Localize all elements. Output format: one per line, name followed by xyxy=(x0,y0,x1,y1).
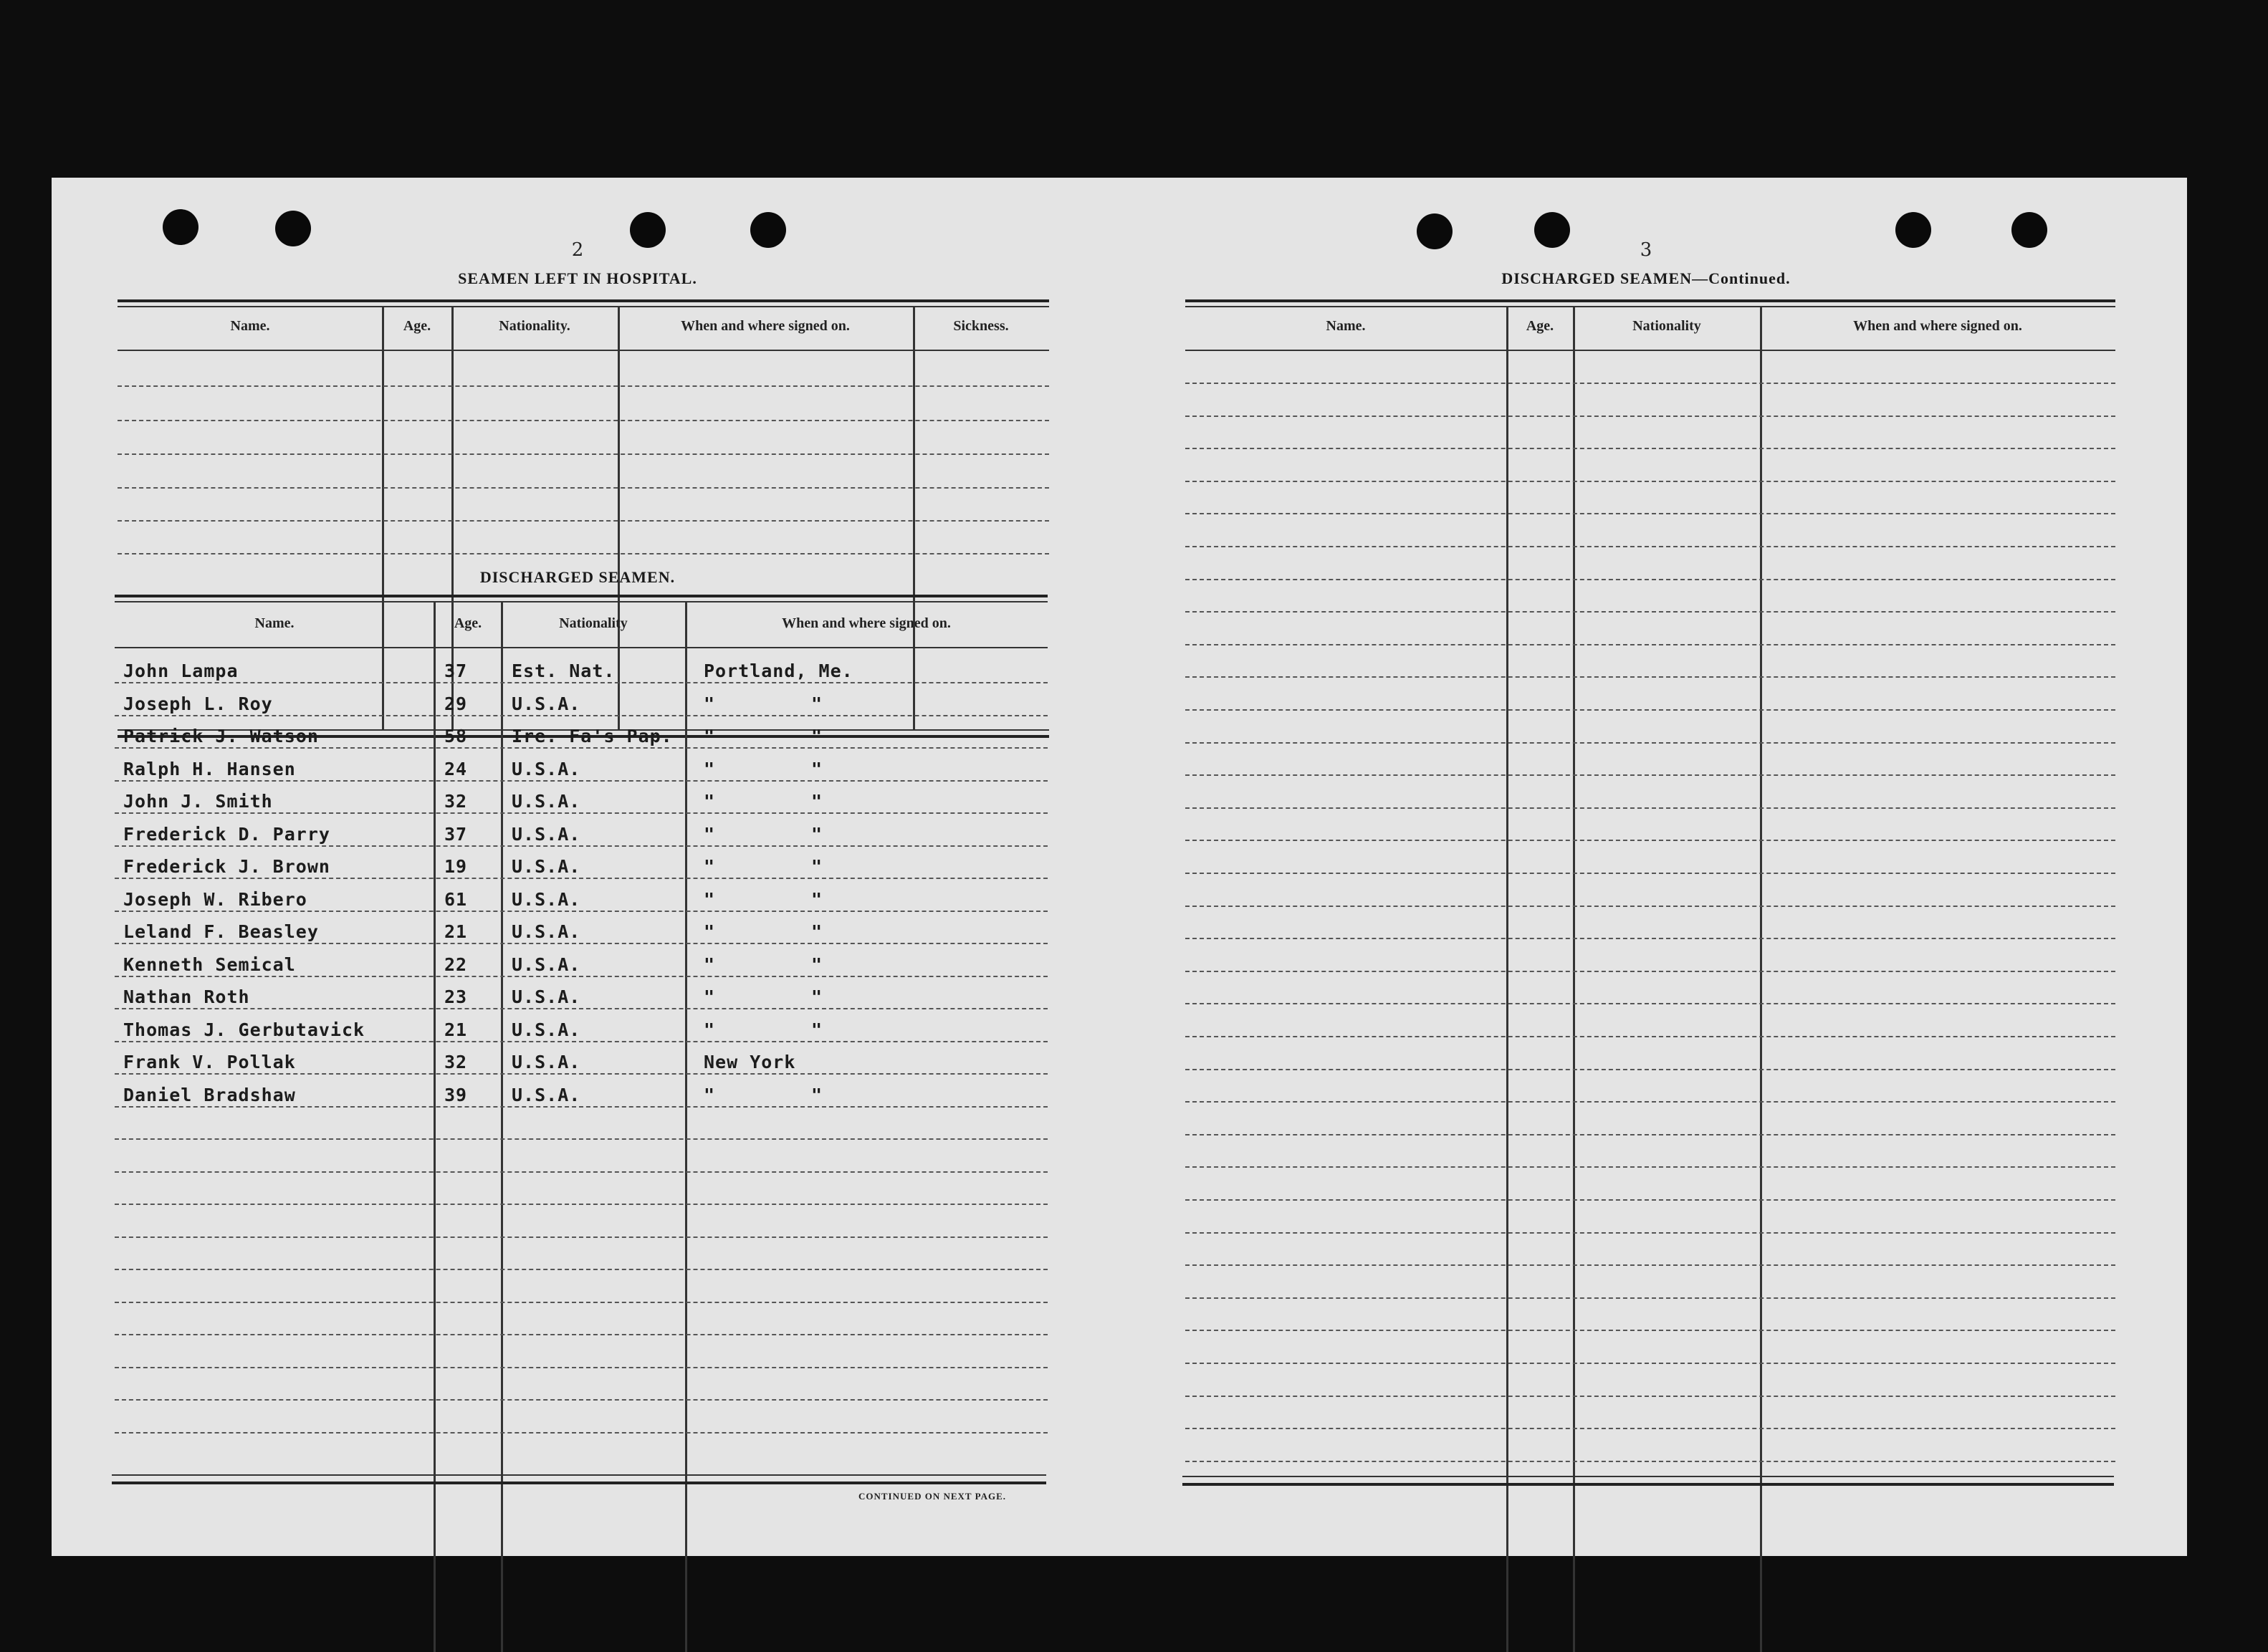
seaman-signed-on-place: " xyxy=(704,759,716,779)
seaman-name: Joseph L. Roy xyxy=(123,693,273,714)
discharged-col-name: Name. xyxy=(254,615,295,631)
seaman-nationality: U.S.A. xyxy=(512,759,581,779)
hospital-top-rule xyxy=(118,299,1049,302)
seaman-age: 32 xyxy=(444,1052,468,1072)
punch-hole xyxy=(750,212,786,248)
seaman-age: 32 xyxy=(444,791,468,812)
seaman-signed-on-place: " xyxy=(704,1019,716,1040)
seaman-signed-on-place: " xyxy=(704,954,716,975)
punch-hole xyxy=(1895,212,1931,248)
hospital-col-signed-on: When and where signed on. xyxy=(681,318,850,334)
seaman-nationality: U.S.A. xyxy=(512,1052,581,1072)
seaman-signed-on-state: " xyxy=(811,889,823,910)
seaman-signed-on-state: " xyxy=(811,1085,823,1105)
seaman-age: 19 xyxy=(444,856,468,877)
seaman-age: 21 xyxy=(444,1019,468,1040)
seaman-signed-on-place: Portland, Me. xyxy=(704,661,853,681)
seaman-signed-on-place: " xyxy=(704,726,716,746)
continued-col-age: Age. xyxy=(1526,318,1554,334)
seaman-signed-on-place: " xyxy=(704,791,716,812)
seaman-signed-on-place: " xyxy=(704,856,716,877)
discharged-continued-title: DISCHARGED SEAMEN—Continued. xyxy=(1501,269,1791,287)
hospital-col-name: Name. xyxy=(230,318,270,334)
page-number-right: 3 xyxy=(1640,239,1652,261)
seaman-age: 37 xyxy=(444,824,468,845)
seaman-signed-on-place: New York xyxy=(704,1052,796,1072)
seaman-nationality: U.S.A. xyxy=(512,791,581,812)
seaman-nationality: Ire. Fa's Pap. xyxy=(512,726,673,746)
seaman-age: 58 xyxy=(444,726,468,746)
seaman-name: Ralph H. Hansen xyxy=(123,759,296,779)
seaman-name: Thomas J. Gerbutavick xyxy=(123,1019,365,1040)
seaman-age: 61 xyxy=(444,889,468,910)
hospital-col-sickness: Sickness. xyxy=(953,318,1009,334)
punch-hole xyxy=(630,212,666,248)
hospital-section-title: SEAMEN LEFT IN HOSPITAL. xyxy=(458,269,697,287)
punch-hole xyxy=(1417,213,1453,249)
seaman-nationality: U.S.A. xyxy=(512,986,581,1007)
discharged-col-age: Age. xyxy=(454,615,482,631)
seaman-signed-on-state: " xyxy=(811,856,823,877)
seaman-age: 23 xyxy=(444,986,468,1007)
continued-footer: CONTINUED ON NEXT PAGE. xyxy=(858,1491,1006,1502)
discharged-section-title: DISCHARGED SEAMEN. xyxy=(479,568,676,586)
discharged-col-signed-on: When and where signed on. xyxy=(782,615,951,631)
page-number-left: 2 xyxy=(571,239,584,261)
ledger-sheet xyxy=(52,178,2187,1556)
seaman-name: Joseph W. Ribero xyxy=(123,889,307,910)
seaman-name: John J. Smith xyxy=(123,791,273,812)
punch-hole xyxy=(1534,212,1570,248)
seaman-nationality: U.S.A. xyxy=(512,693,581,714)
seaman-signed-on-place: " xyxy=(704,986,716,1007)
seaman-name: John Lampa xyxy=(123,661,239,681)
seaman-signed-on-place: " xyxy=(704,1085,716,1105)
seaman-age: 21 xyxy=(444,921,468,942)
seaman-name: Patrick J. Watson xyxy=(123,726,319,746)
seaman-signed-on-state: " xyxy=(811,693,823,714)
seaman-name: Frank V. Pollak xyxy=(123,1052,296,1072)
seaman-signed-on-place: " xyxy=(704,921,716,942)
seaman-signed-on-state: " xyxy=(811,759,823,779)
seaman-signed-on-place: " xyxy=(704,824,716,845)
seaman-signed-on-state: " xyxy=(811,1019,823,1040)
seaman-nationality: U.S.A. xyxy=(512,921,581,942)
continued-col-name: Name. xyxy=(1326,318,1366,334)
seaman-signed-on-state: " xyxy=(811,921,823,942)
seaman-signed-on-state: " xyxy=(811,954,823,975)
continued-col-nationality: Nationality xyxy=(1632,318,1701,334)
seaman-name: Frederick D. Parry xyxy=(123,824,330,845)
seaman-nationality: U.S.A. xyxy=(512,954,581,975)
seaman-nationality: U.S.A. xyxy=(512,889,581,910)
seaman-age: 37 xyxy=(444,661,468,681)
seaman-age: 22 xyxy=(444,954,468,975)
seaman-signed-on-state: " xyxy=(811,824,823,845)
seaman-name: Frederick J. Brown xyxy=(123,856,330,877)
discharged-col-nationality: Nationality xyxy=(559,615,628,631)
seaman-age: 29 xyxy=(444,693,468,714)
seaman-name: Leland F. Beasley xyxy=(123,921,319,942)
seaman-nationality: U.S.A. xyxy=(512,1019,581,1040)
seaman-name: Nathan Roth xyxy=(123,986,250,1007)
seaman-nationality: U.S.A. xyxy=(512,856,581,877)
seaman-signed-on-place: " xyxy=(704,889,716,910)
punch-hole xyxy=(163,209,198,245)
seaman-nationality: U.S.A. xyxy=(512,824,581,845)
seaman-signed-on-state: " xyxy=(811,986,823,1007)
seaman-age: 39 xyxy=(444,1085,468,1105)
punch-hole xyxy=(275,211,311,246)
seaman-age: 24 xyxy=(444,759,468,779)
seaman-nationality: Est. Nat. xyxy=(512,661,616,681)
punch-hole xyxy=(2011,212,2047,248)
seaman-name: Daniel Bradshaw xyxy=(123,1085,296,1105)
hospital-col-age: Age. xyxy=(403,318,431,334)
seaman-signed-on-place: " xyxy=(704,693,716,714)
seaman-signed-on-state: " xyxy=(811,726,823,746)
seaman-signed-on-state: " xyxy=(811,791,823,812)
hospital-col-nationality: Nationality. xyxy=(499,318,570,334)
seaman-nationality: U.S.A. xyxy=(512,1085,581,1105)
continued-col-signed-on: When and where signed on. xyxy=(1853,318,2022,334)
seaman-name: Kenneth Semical xyxy=(123,954,296,975)
